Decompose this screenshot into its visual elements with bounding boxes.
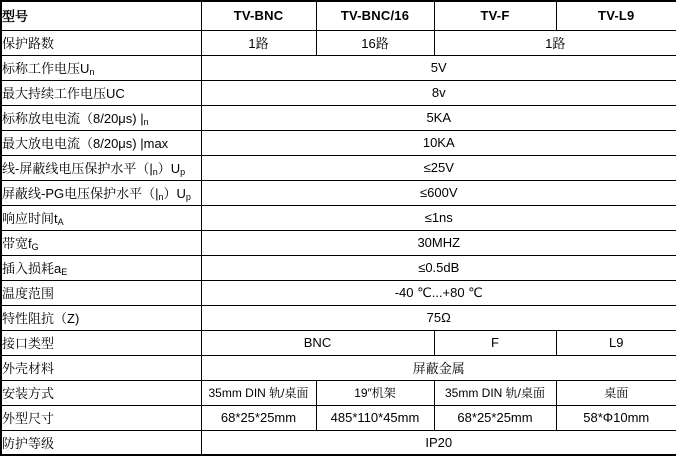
- table-row-nominal-voltage: [1, 55, 676, 80]
- row-label: [1, 430, 201, 455]
- table-row-protection-rating: [1, 430, 676, 455]
- row-label: [1, 405, 201, 430]
- row-label: [1, 355, 201, 380]
- row-label: [1, 180, 201, 205]
- table-row-characteristic-impedance: [1, 305, 676, 330]
- row-label: [1, 255, 201, 280]
- row-label-text: 外壳材料: [2, 361, 55, 376]
- table-row-mounting-method: [1, 380, 676, 405]
- value-cell: 5KA: [201, 105, 676, 130]
- row-label-text: 最大持续工作电压UC: [2, 86, 125, 101]
- table-row-insertion-loss: [1, 255, 676, 280]
- model-header: TV-F: [434, 1, 556, 30]
- value-cell: ≤0.5dB: [201, 255, 676, 280]
- row-label-subscript: p: [185, 192, 191, 202]
- row-label-subscript: n: [89, 67, 95, 77]
- table-row-nominal-discharge-current: [1, 105, 676, 130]
- row-label-text: 接口类型: [2, 336, 55, 351]
- row-label-text: 最大放电电流（8/20μs) |max: [2, 136, 169, 151]
- row-label-subscript: n: [158, 192, 164, 202]
- row-label-text: 特性阻抗（Z): [2, 311, 80, 326]
- value-cell: 屏蔽金属: [201, 355, 676, 380]
- row-label-text: 外型尺寸: [2, 411, 55, 426]
- row-label-text: ）U: [157, 161, 181, 176]
- value-cell: BNC: [201, 330, 434, 355]
- row-label-text: 安装方式: [2, 386, 55, 401]
- row-label: [1, 330, 201, 355]
- row-label-text: 屏蔽线-PG电压保护水平（|: [2, 186, 159, 201]
- row-label: [1, 280, 201, 305]
- header-cell-row-label: 型号: [1, 1, 201, 30]
- value-cell: 35mm DIN 轨/桌面: [201, 380, 316, 405]
- value-cell: F: [434, 330, 556, 355]
- value-cell: 30MHZ: [201, 230, 676, 255]
- model-header: TV-BNC/16: [316, 1, 434, 30]
- row-label: [1, 205, 201, 230]
- value-cell: IP20: [201, 430, 676, 455]
- row-label-text: 插入损耗a: [2, 261, 62, 276]
- value-cell: ≤1ns: [201, 205, 676, 230]
- table-row-shield-pg-protection-level: [1, 180, 676, 205]
- value-cell: L9: [556, 330, 676, 355]
- row-label-subscript: G: [31, 242, 39, 252]
- row-label-text: 标称放电电流（8/20μs) |: [2, 111, 144, 126]
- value-cell: 5V: [201, 55, 676, 80]
- row-label: [1, 130, 201, 155]
- value-cell: 1路: [434, 30, 676, 55]
- row-label: [1, 55, 201, 80]
- row-label-text: ）U: [163, 186, 186, 201]
- row-label-subscript: n: [152, 167, 158, 177]
- value-cell: 16路: [316, 30, 434, 55]
- value-cell: -40 ℃...+80 ℃: [201, 280, 676, 305]
- row-label-text: 防护等级: [2, 435, 55, 451]
- row-label-subscript: n: [143, 117, 149, 127]
- table-row-interface-type: [1, 330, 676, 355]
- row-label-text: 保护路数: [2, 36, 55, 51]
- model-header: TV-BNC: [201, 1, 316, 30]
- row-label-subscript: E: [61, 267, 68, 277]
- row-label: [1, 380, 201, 405]
- model-header: TV-L9: [556, 1, 676, 30]
- value-cell: 58*Φ10mm: [556, 405, 676, 430]
- table-row-response-time: [1, 205, 676, 230]
- row-label: [1, 30, 201, 55]
- value-cell: 1路: [201, 30, 316, 55]
- row-label-text: 线-屏蔽线电压保护水平（|: [2, 161, 153, 176]
- table-row-line-shield-protection-level: [1, 155, 676, 180]
- row-label-text: 带宽f: [2, 236, 32, 251]
- value-cell: 10KA: [201, 130, 676, 155]
- table-row-max-continuous-voltage: [1, 80, 676, 105]
- value-cell: 35mm DIN 轨/桌面: [434, 380, 556, 405]
- table-row-outline-dimensions: [1, 405, 676, 430]
- value-cell: 68*25*25mm: [434, 405, 556, 430]
- table-row-bandwidth: [1, 230, 676, 255]
- table-row-protected-lines: [1, 30, 676, 55]
- row-label-text: 标称工作电压U: [2, 61, 90, 76]
- row-label-text: 温度范围: [2, 286, 55, 301]
- table-row-housing-material: [1, 355, 676, 380]
- row-label-subscript: A: [57, 217, 64, 227]
- value-cell: 桌面: [556, 380, 676, 405]
- value-cell: ≤25V: [201, 155, 676, 180]
- row-label-text: 响应时间t: [2, 211, 58, 226]
- value-cell: 8v: [201, 80, 676, 105]
- table-row-max-discharge-current: [1, 130, 676, 155]
- row-label-subscript: p: [180, 167, 186, 177]
- row-label: [1, 105, 201, 130]
- header-row: [1, 1, 676, 30]
- row-label: [1, 305, 201, 330]
- value-cell: 19″机架: [316, 380, 434, 405]
- row-label: [1, 155, 201, 180]
- row-label: [1, 80, 201, 105]
- value-cell: 485*110*45mm: [316, 405, 434, 430]
- value-cell: ≤600V: [201, 180, 676, 205]
- spec-table-body: [1, 30, 676, 455]
- value-cell: 75Ω: [201, 305, 676, 330]
- row-label: [1, 230, 201, 255]
- table-row-temperature-range: [1, 280, 676, 305]
- value-cell: 68*25*25mm: [201, 405, 316, 430]
